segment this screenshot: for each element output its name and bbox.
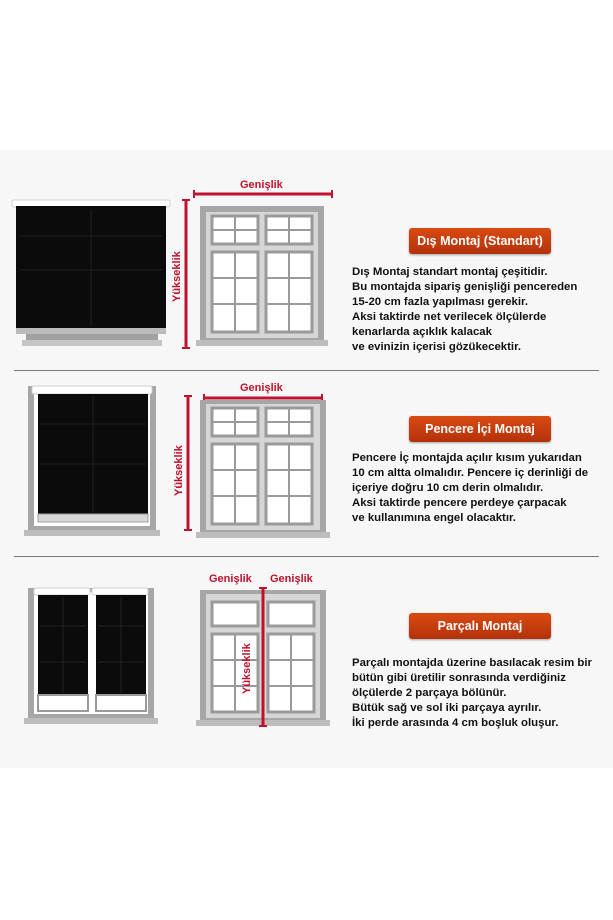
height-label: Yükseklik <box>241 643 253 694</box>
window-with-split-blinds <box>24 588 158 724</box>
description-line: 10 cm altta olmalıdır. Pencere iç derinliği de <box>352 467 589 479</box>
description-line: İki perde arasında 4 cm boşluk oluşur. <box>352 717 559 729</box>
width-label: Genişlik <box>209 573 252 585</box>
description-line: bütün gibi üretilir sonrasında verdiğiniz <box>352 672 566 684</box>
description-line: içeriye doğru 10 cm derin olmalıdır. <box>352 482 544 494</box>
height-label: Yükseklik <box>171 251 183 302</box>
width-label: Genişlik <box>270 573 313 585</box>
width-label: Genişlik <box>240 179 283 191</box>
outside-mount-title: Dış Montaj (Standart) <box>409 228 551 254</box>
split-mount-illustration <box>0 562 340 737</box>
description-line: ve evinizin içerisi gözükecektir. <box>352 341 522 353</box>
section-divider <box>14 556 599 557</box>
window-with-blind <box>24 386 160 536</box>
height-measure <box>173 396 192 530</box>
inside-mount-description <box>352 451 588 526</box>
split-mount-title: Parçalı Montaj <box>409 613 551 639</box>
inside-mount-title: Pencere İçi Montaj <box>409 416 551 442</box>
outside-mount-description <box>352 265 577 355</box>
inside-mount-illustration <box>0 376 340 546</box>
description-line: Bu montajda sipariş genişliği pencereden <box>352 281 578 293</box>
description-line: Aksi taktirde net verilecek ölçülerde <box>352 311 547 323</box>
height-label: Yükseklik <box>173 445 185 496</box>
window-frame <box>196 206 328 346</box>
description-line: Bütük sağ ve sol iki parçaya ayrılır. <box>352 702 542 714</box>
description-line: kenarlarda açıklık kalacak <box>352 326 492 338</box>
description-line: ölçülerde 2 parçaya bölünür. <box>352 687 507 699</box>
description-line: Parçalı montajda üzerine basılacak resim bir <box>352 657 592 669</box>
window-with-blind <box>12 200 170 346</box>
description-line: ve kullanımına engel olacaktır. <box>352 512 516 524</box>
description-line: Pencere İç montajda açılır kısım yukarıdan <box>352 452 582 464</box>
description-line: Aksi taktirde pencere perdeye çarpacak <box>352 497 567 509</box>
width-label: Genişlik <box>240 382 283 394</box>
split-mount-description <box>352 656 592 731</box>
height-measure <box>171 200 190 348</box>
width-measure <box>204 382 322 402</box>
description-line: 15-20 cm fazla yapılması gerekir. <box>352 296 529 308</box>
description-line: Dış Montaj standart montaj çeşitidir. <box>352 266 548 278</box>
window-frame <box>196 400 330 538</box>
width-measure <box>194 179 332 198</box>
outside-mount-illustration <box>0 170 340 360</box>
section-divider <box>14 370 599 371</box>
